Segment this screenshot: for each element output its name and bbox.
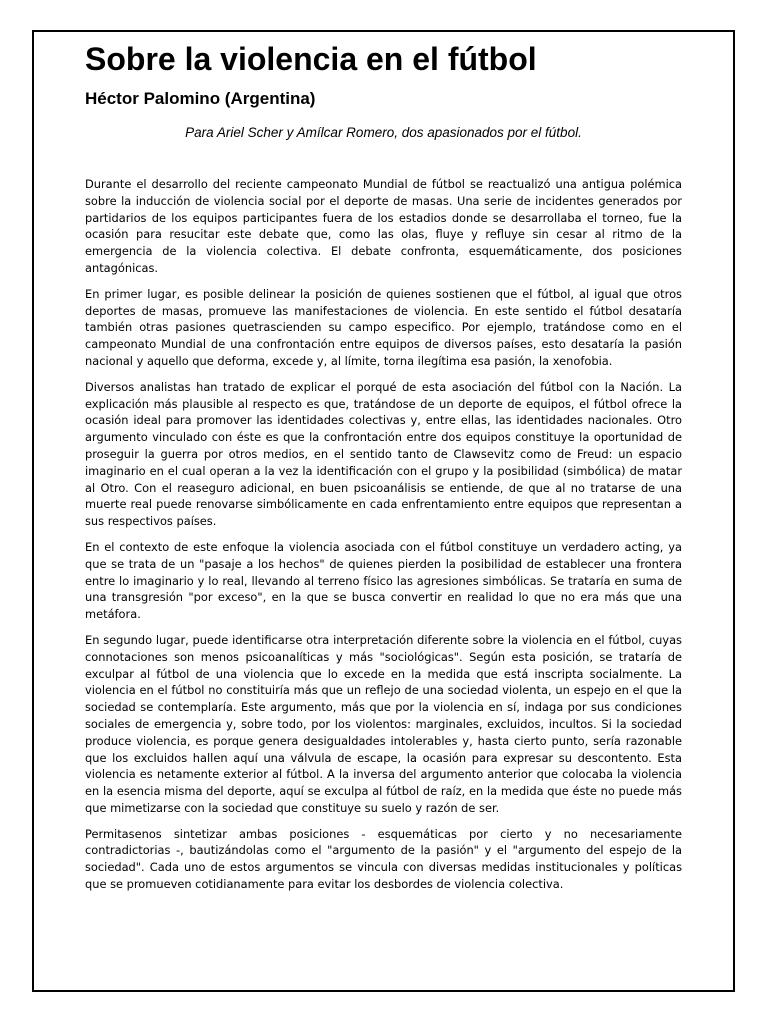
document-dedication: Para Ariel Scher y Amílcar Romero, dos apasionados por el fútbol. <box>185 125 582 140</box>
paragraph: Durante el desarrollo del reciente campeonato Mundial de fútbol se reactualizó una antigua polémica sobre la inducción de violencia social por el deporte de masas. Una serie de incidentes generados por partidarios de los equipos participantes fuera de los estadios donde se desarrollaba el torneo, fue la ocasión para resucitar este debate que, como las olas, fluye y refluye sin cesar al ritmo de la emergencia de la violencia colectiva. El debate confronta, esquemáticamente, dos posiciones antagónicas. <box>85 177 682 275</box>
paragraph: En primer lugar, es posible delinear la posición de quienes sostienen que el fútbol, al igual que otros deportes de masas, promueve las manifestaciones de violencia. En este sentido el fútbol desataría también otras pasiones quetrascienden su campo especifico. Por ejemplo, tratándose como en el campeonato Mundial de una confrontación entre equipos de diversos países, esto desataría la pasión nacional y aquello que deforma, excede y, al límite, torna ilegítima esa pasión, la xenofobia. <box>85 286 682 368</box>
paragraph: Permitasenos sintetizar ambas posiciones - esquemáticas por cierto y no necesariamente contradictorias -, bautizándolas como el "argumento de la pasión" y el "argumento del espejo de la sociedad". Cada uno de estos argumentos se vincula con diversas medidas institucionales y políticas que se promueven cotidianamente para evitar los desbordes de violencia colectiva. <box>85 826 682 892</box>
document-author: Héctor Palomino (Argentina) <box>85 89 316 108</box>
document-title: Sobre la violencia en el fútbol <box>85 41 537 77</box>
paragraph: En segundo lugar, puede identificarse otra interpretación diferente sobre la violencia en el fútbol, cuyas connotaciones son menos psicoanalíticas y más "sociológicas". Según esta posición, se trataría de exculpar al fútbol de una violencia que lo excede en la medida que está inscripta socialmente. La violencia en el fútbol no constituiría más que un reflejo de una sociedad violenta, un espejo en el que la sociedad se contemplaría. Este argumento, más que por la violencia en sí, indaga por sus condiciones sociales de emergencia y, sobre todo, por los violentos: marginales, excluidos, incultos. Si la sociedad produce violencia, es porque genera desigualdades intolerables y, hasta cierto punto, sería razonable que los excluidos hallen aquí una válvula de escape, la ocasión para expresar su descontento. Esta violencia es netamente exterior al fútbol. A la inversa del argumento anterior que colocaba la violencia en la esencia misma del deporte, aquí se exculpa al fútbol de raíz, en la medida que éste no puede más que mimetizarse con la sociedad que constituye su suelo y razón de ser. <box>85 632 682 815</box>
paragraph: Diversos analistas han tratado de explicar el porqué de esta asociación del fútbol con la Nación. La explicación más plausible al respecto es que, tratándose de un deporte de equipos, el fútbol ofrece la ocasión ideal para promover las identidades colectivas y, entre ellas, las identidades nacionales. Otro argumento vinculado con éste es que la confrontación entre dos equipos constituye la oportunidad de proseguir la guerra por otros medios, en el sentido tanto de Clawsevitz como de Freud: un espacio imaginario en el cual operan a la vez la identificación con el grupo y la posibilidad (simbólica) de matar al Otro. Con el reaseguro adicional, en buen psicoanálisis se entiende, de que al no tratarse de una muerte real puede renovarse simbólicamente en cada enfrentamiento entre equipos que representan a sus respectivos países. <box>85 379 682 529</box>
paragraph: En el contexto de este enfoque la violencia asociada con el fútbol constituye un verdadero acting, ya que se trata de un "pasaje a los hechos" de quienes pierden la posibilidad de establecer una frontera entre lo imaginario y lo real, llevando al terreno físico las agresiones simbólicas. Se trataría en suma de una transgresión "por exceso", en la que se busca convertir en realidad lo que no era más que una metáfora. <box>85 539 682 622</box>
document-body <box>85 176 682 893</box>
document-content <box>85 40 682 902</box>
